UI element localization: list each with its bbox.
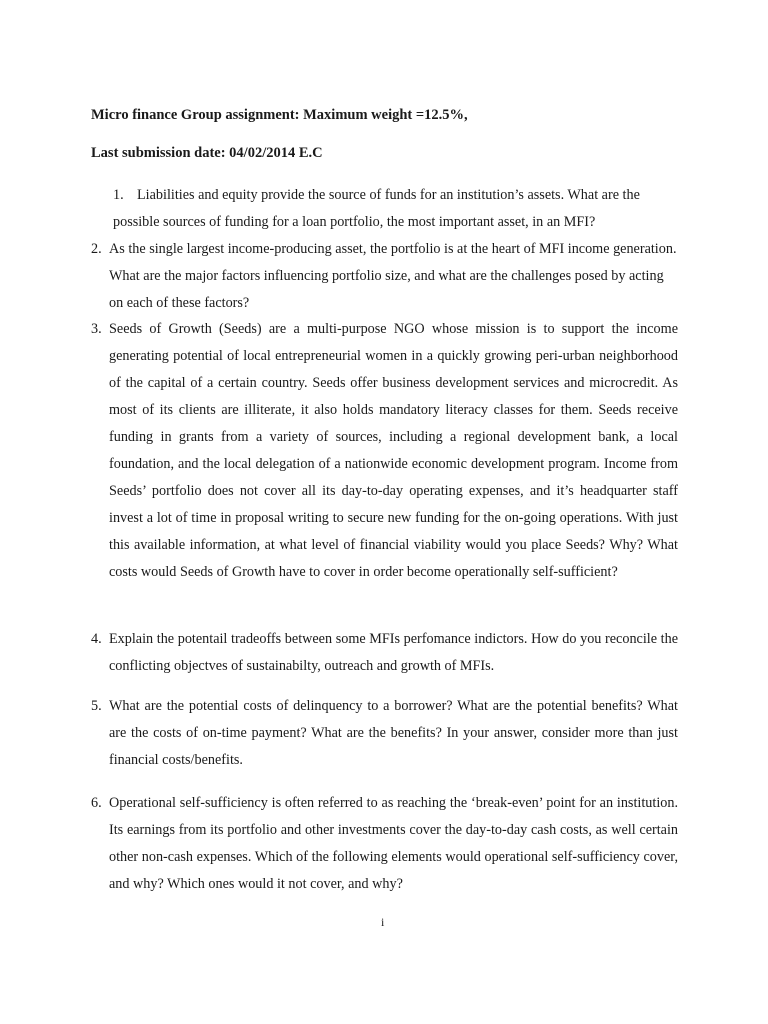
question-item bbox=[91, 316, 678, 586]
question-text: Seeds of Growth (Seeds) are a multi-purpose NGO whose mission is to support the income generating potential of local entrepreneurial women in a quickly growing peri-urban neighborhood of the capital of a certain country. Seeds offer business development services and microcredit. As most of its clients are illiterate, it also holds mandatory literacy classes for them. Seeds receive funding in grants from a variety of sources, including a regional development bank, a local foundation, and the local delegation of a nationwide economic development program. Income from Seeds’ portfolio does not cover all its day-to-day operating expenses, and it’s headquarter staff invest a lot of time in proposal writing to secure new funding for the on-going operations. With just this available information, at what level of financial viability would you place Seeds? Why? What costs would Seeds of Growth have to cover in order become operationally self-sufficient? bbox=[109, 321, 678, 580]
question-number: 2. bbox=[91, 241, 102, 257]
question-number: 5. bbox=[91, 698, 102, 714]
question-item bbox=[91, 182, 678, 236]
submission-date: Last submission date: 04/02/2014 E.C bbox=[91, 145, 323, 161]
assignment-title: Micro finance Group assignment: Maximum weight =12.5%, bbox=[91, 107, 468, 123]
question-text: Liabilities and equity provide the source of funds for an institution’s assets. What are the possible sources of funding for a loan portfolio, the most important asset, in an MFI? bbox=[113, 187, 640, 230]
question-item bbox=[91, 693, 678, 774]
question-text: Operational self-sufficiency is often referred to as reaching the ‘break-even’ point for an institution. Its earnings from its portfolio and other investments cover the day-to-day cash costs, as well certain other non-cash expenses. Which of the following elements would operational self-sufficiency cover, and why? Which ones would it not cover, and why? bbox=[109, 795, 678, 892]
question-item bbox=[91, 626, 678, 680]
question-item bbox=[91, 236, 678, 317]
question-text: As the single largest income-producing asset, the portfolio is at the heart of MFI income generation. What are the major factors influencing portfolio size, and what are the challenges posed by acting on each of these factors? bbox=[109, 241, 677, 311]
question-number: 4. bbox=[91, 631, 102, 647]
page-number: i bbox=[381, 915, 385, 929]
question-number: 6. bbox=[91, 795, 102, 811]
question-number: 1. bbox=[113, 187, 124, 203]
question-number: 3. bbox=[91, 321, 102, 337]
question-text: What are the potential costs of delinquency to a borrower? What are the potential benefits? What are the costs of on-time payment? What are the benefits? In your answer, consider more than just financial costs/benefits. bbox=[109, 698, 678, 768]
question-item bbox=[91, 790, 678, 898]
question-text: Explain the potentail tradeoffs between some MFIs perfomance indictors. How do you reconcile the conflicting objectves of sustainabilty, outreach and growth of MFIs. bbox=[109, 631, 678, 674]
